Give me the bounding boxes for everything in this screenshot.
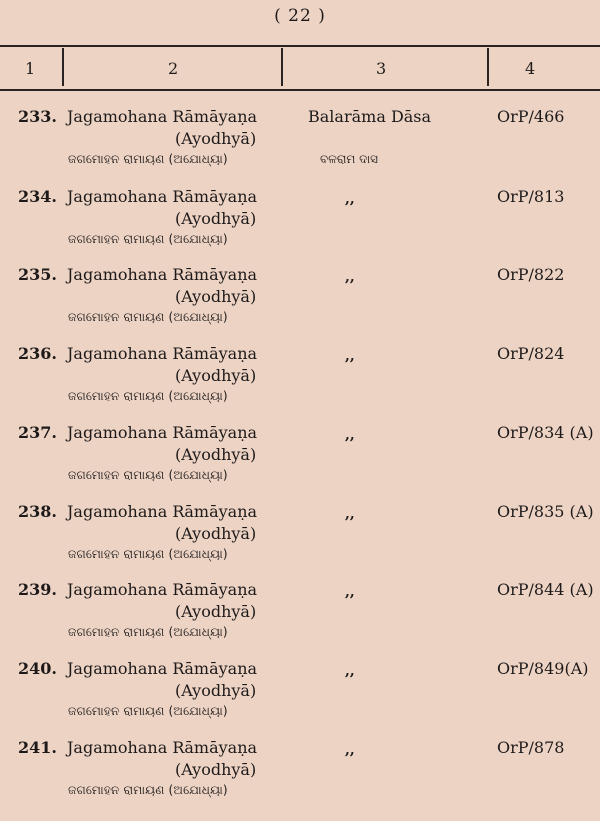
table-row: [0, 659, 600, 739]
entry-title: Jagamohana Rāmāyaṇa: [67, 265, 258, 284]
entry-odia-title: ଜଗମୋହନ ରାମାୟଣ (ଅଯୋଧ୍ୟା): [68, 152, 228, 166]
entry-number: 237.: [18, 423, 57, 442]
entry-number: 234.: [18, 187, 57, 206]
ditto-mark: ,,: [345, 584, 355, 600]
entry-odia-title: ଜଗମୋହନ ରାମାୟଣ (ଅଯୋଧ୍ୟା): [68, 704, 228, 718]
table-row: [0, 107, 600, 187]
ditto-mark: ,,: [345, 191, 355, 207]
entry-title: Jagamohana Rāmāyaṇa: [67, 423, 258, 442]
entry-odia-title: ଜଗମୋହନ ରାମାୟଣ (ଅଯୋଧ୍ୟା): [68, 232, 228, 246]
entry-odia-title: ଜଗମୋହନ ରାମାୟଣ (ଅଯୋଧ୍ୟା): [68, 625, 228, 639]
entry-title: Jagamohana Rāmāyaṇa: [67, 659, 258, 678]
entry-number: 238.: [18, 502, 57, 521]
column-header-4: 4: [525, 59, 536, 78]
entry-number: 239.: [18, 580, 57, 599]
entry-title: Jagamohana Rāmāyaṇa: [67, 187, 258, 206]
entry-shelf-number: OrP/813: [497, 187, 565, 206]
entry-subtitle: (Ayodhyā): [175, 209, 257, 228]
ditto-mark: ,,: [345, 506, 355, 522]
entry-number: 241.: [18, 738, 57, 757]
entry-subtitle: (Ayodhyā): [175, 760, 257, 779]
entry-number: 240.: [18, 659, 57, 678]
entry-odia-title: ଜଗମୋହନ ରାମାୟଣ (ଅଯୋଧ୍ୟା): [68, 389, 228, 403]
ditto-mark: ,,: [345, 742, 355, 758]
table-row: [0, 738, 600, 818]
table-row: [0, 580, 600, 660]
entry-shelf-number: OrP/824: [497, 344, 565, 363]
column-header-2: 2: [168, 59, 179, 78]
entry-title: Jagamohana Rāmāyaṇa: [67, 502, 258, 521]
table-header-rule: [0, 89, 600, 91]
entry-shelf-number: OrP/878: [497, 738, 565, 757]
table-row: [0, 502, 600, 582]
entry-shelf-number: OrP/822: [497, 265, 565, 284]
table-row: [0, 423, 600, 503]
entry-odia-title: ଜଗମୋହନ ରାମାୟଣ (ଅଯୋଧ୍ୟା): [68, 310, 228, 324]
entry-author: Balarāma Dāsa: [308, 107, 432, 126]
entry-number: 236.: [18, 344, 57, 363]
column-divider: [62, 48, 64, 86]
column-header-1: 1: [25, 59, 36, 78]
column-divider: [487, 48, 489, 86]
entry-author-odia: ବଳରାମ ଦାସ: [320, 152, 378, 166]
table-top-rule: [0, 45, 600, 47]
entry-odia-title: ଜଗମୋହନ ରାମାୟଣ (ଅଯୋଧ୍ୟା): [68, 468, 228, 482]
entry-shelf-number: OrP/466: [497, 107, 565, 126]
entry-subtitle: (Ayodhyā): [175, 129, 257, 148]
ditto-mark: ,,: [345, 427, 355, 443]
entry-odia-title: ଜଗମୋହନ ରାମାୟଣ (ଅଯୋଧ୍ୟା): [68, 547, 228, 561]
entry-shelf-number: OrP/834 (A): [497, 423, 594, 442]
entry-subtitle: (Ayodhyā): [175, 602, 257, 621]
table-row: [0, 187, 600, 267]
table-row: [0, 344, 600, 424]
entry-title: Jagamohana Rāmāyaṇa: [67, 738, 258, 757]
column-divider: [281, 48, 283, 86]
entry-subtitle: (Ayodhyā): [175, 681, 257, 700]
entry-odia-title: ଜଗମୋହନ ରାମାୟଣ (ଅଯୋଧ୍ୟା): [68, 783, 228, 797]
entry-subtitle: (Ayodhyā): [175, 287, 257, 306]
entry-number: 235.: [18, 265, 57, 284]
entry-subtitle: (Ayodhyā): [175, 524, 257, 543]
entry-shelf-number: OrP/844 (A): [497, 580, 594, 599]
entry-title: Jagamohana Rāmāyaṇa: [67, 580, 258, 599]
ditto-mark: ,,: [345, 663, 355, 679]
entry-title: Jagamohana Rāmāyaṇa: [67, 107, 258, 126]
column-header-3: 3: [376, 59, 387, 78]
page-number: ( 22 ): [274, 6, 326, 26]
entry-shelf-number: OrP/849(A): [497, 659, 589, 678]
entry-subtitle: (Ayodhyā): [175, 366, 257, 385]
entry-shelf-number: OrP/835 (A): [497, 502, 594, 521]
table-row: [0, 265, 600, 345]
entry-number: 233.: [18, 107, 57, 126]
entry-title: Jagamohana Rāmāyaṇa: [67, 344, 258, 363]
ditto-mark: ,,: [345, 348, 355, 364]
entry-subtitle: (Ayodhyā): [175, 445, 257, 464]
ditto-mark: ,,: [345, 269, 355, 285]
